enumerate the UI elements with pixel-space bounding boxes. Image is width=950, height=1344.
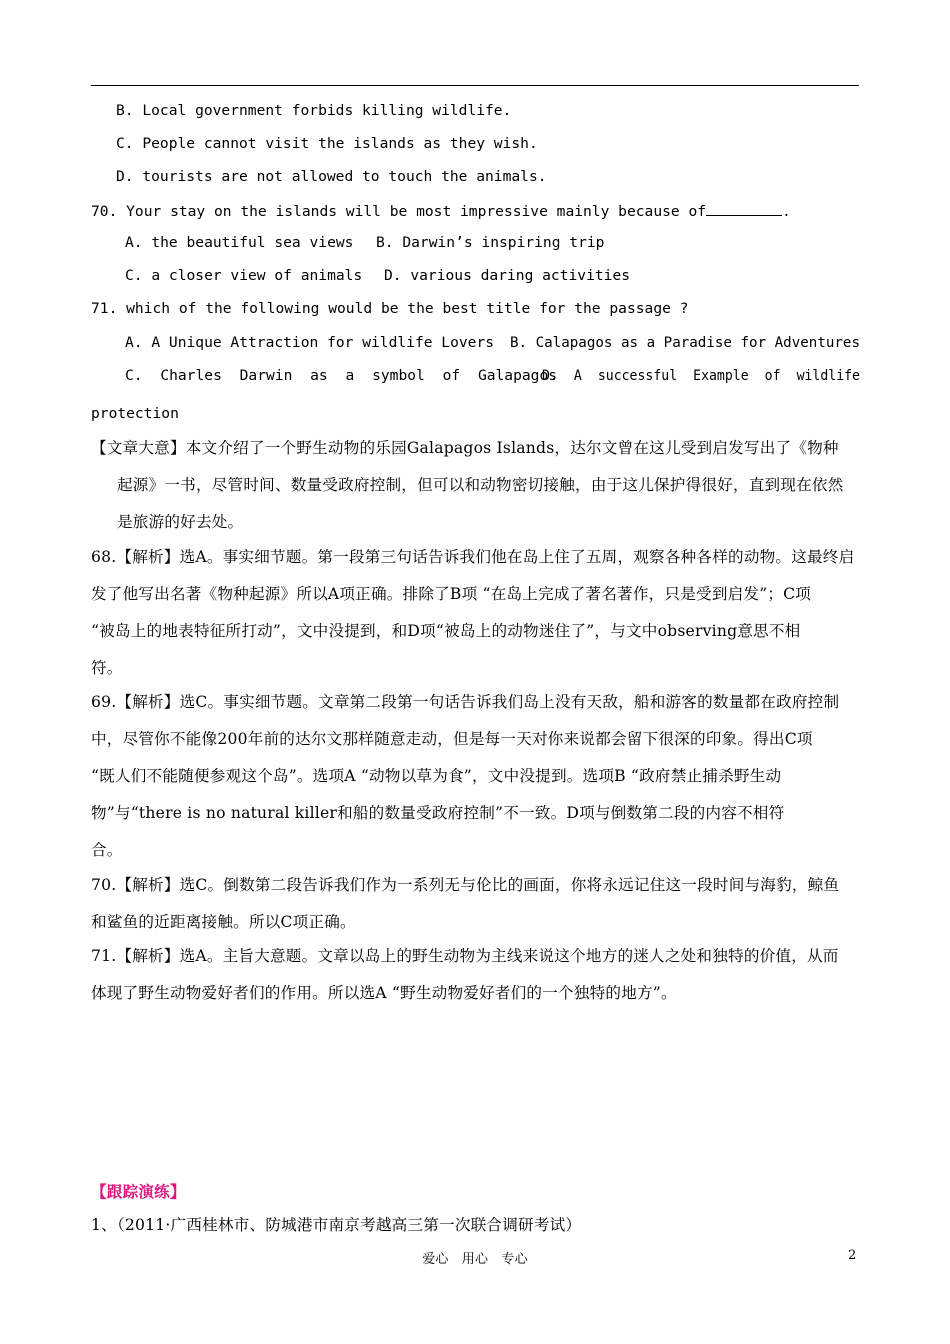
analysis-70-line-2: 和鲨鱼的近距离接触。所以C项正确。: [91, 913, 356, 931]
q71-option-b: B. Calapagos as a Paradise for Adventures: [510, 334, 861, 351]
q71-stem: 71. which of the following would be the best title for the passage ?: [91, 300, 689, 317]
summary-line-1: 【文章大意】本文介绍了一个野生动物的乐园Galapagos Islands，达尔文曾在这儿受到启发写出了《物种: [91, 439, 839, 457]
header-rule: [91, 85, 859, 86]
analysis-68-line-1: 68.【解析】选A。事实细节题。第一段第三句话告诉我们他在岛上住了五周，观察各种各样的动物。这最终启: [91, 548, 855, 566]
q70-option-b: B. Darwin’s inspiring trip: [376, 234, 605, 251]
practice-item-1: 1、（2011·广西桂林市、防城港市南京考越高三第一次联合调研考试）: [91, 1216, 582, 1234]
q71-option-d-cont: protection: [91, 405, 179, 422]
footer-center: 爱心 用心 专心: [422, 1252, 528, 1267]
q69-option-b: B. Local government forbids killing wildlife.: [116, 102, 512, 119]
analysis-68-line-2: 发了他写出名著《物种起源》所以A项正确。排除了B项 “在岛上完成了著名著作，只是受到启发”；C项: [91, 585, 812, 603]
q70-stem-end: .: [782, 203, 791, 220]
q70-option-c: C. a closer view of animals: [125, 267, 363, 284]
analysis-71-line-1: 71.【解析】选A。主旨大意题。文章以岛上的野生动物为主线来说这个地方的迷人之处和独特的价值，从而: [91, 947, 839, 965]
analysis-70-line-1: 70.【解析】选C。倒数第二段告诉我们作为一系列无与伦比的画面，你将永远记住这一段时间与海豹，鲸鱼: [91, 876, 840, 894]
analysis-69-line-1: 69.【解析】选C。事实细节题。文章第二段第一句话告诉我们岛上没有天敌，船和游客的数量都在政府控制: [91, 693, 840, 711]
q70-stem: [91, 201, 791, 220]
summary-line-2: 起源》一书，尽管时间、数量受政府控制，但可以和动物密切接触，由于这儿保护得很好，直到现在依然: [117, 476, 844, 494]
q71-option-a: A. A Unique Attraction for wildlife Lovers: [125, 334, 495, 351]
analysis-71-line-2: 体现了野生动物爱好者们的作用。所以选A “野生动物爱好者们的一个独特的地方”。: [91, 984, 677, 1002]
analysis-69-line-2: 中，尽管你不能像200年前的达尔文那样随意走动，但是每一天对你来说都会留下很深的印象。得出C项: [91, 730, 813, 748]
answer-blank: [706, 201, 782, 216]
page-number: 2: [848, 1248, 857, 1263]
q70-stem-text: 70. Your stay on the islands will be most impressive mainly because of: [91, 203, 707, 220]
q70-option-a: A. the beautiful sea views: [125, 234, 354, 251]
analysis-69-line-4: 物”与“there is no natural killer和船的数量受政府控制”不一致。D项与倒数第二段的内容不相符: [91, 804, 785, 822]
practice-heading: 【跟踪演练】: [91, 1182, 186, 1201]
q71-option-c: C. Charles Darwin as a symbol of Galapagos: [125, 367, 558, 384]
analysis-68-line-4: 符。: [91, 659, 123, 677]
q70-option-d: D. various daring activities: [384, 267, 631, 284]
analysis-69-line-5: 合。: [91, 841, 123, 859]
q69-option-c: C. People cannot visit the islands as they wish.: [116, 135, 538, 152]
analysis-69-line-3: “既人们不能随便参观这个岛”。选项A “动物以草为食”，文中没提到。选项B “政府禁止捕杀野生动: [91, 767, 782, 785]
q69-option-d: D. tourists are not allowed to touch the animals.: [116, 168, 547, 185]
q71-option-d: D. A successful Example of wildlife: [542, 367, 860, 384]
analysis-68-line-3: “被岛上的地表特征所打动”，文中没提到，和D项“被岛上的动物迷住了”，与文中observing意思不相: [91, 622, 801, 640]
summary-line-3: 是旅游的好去处。: [117, 513, 244, 531]
